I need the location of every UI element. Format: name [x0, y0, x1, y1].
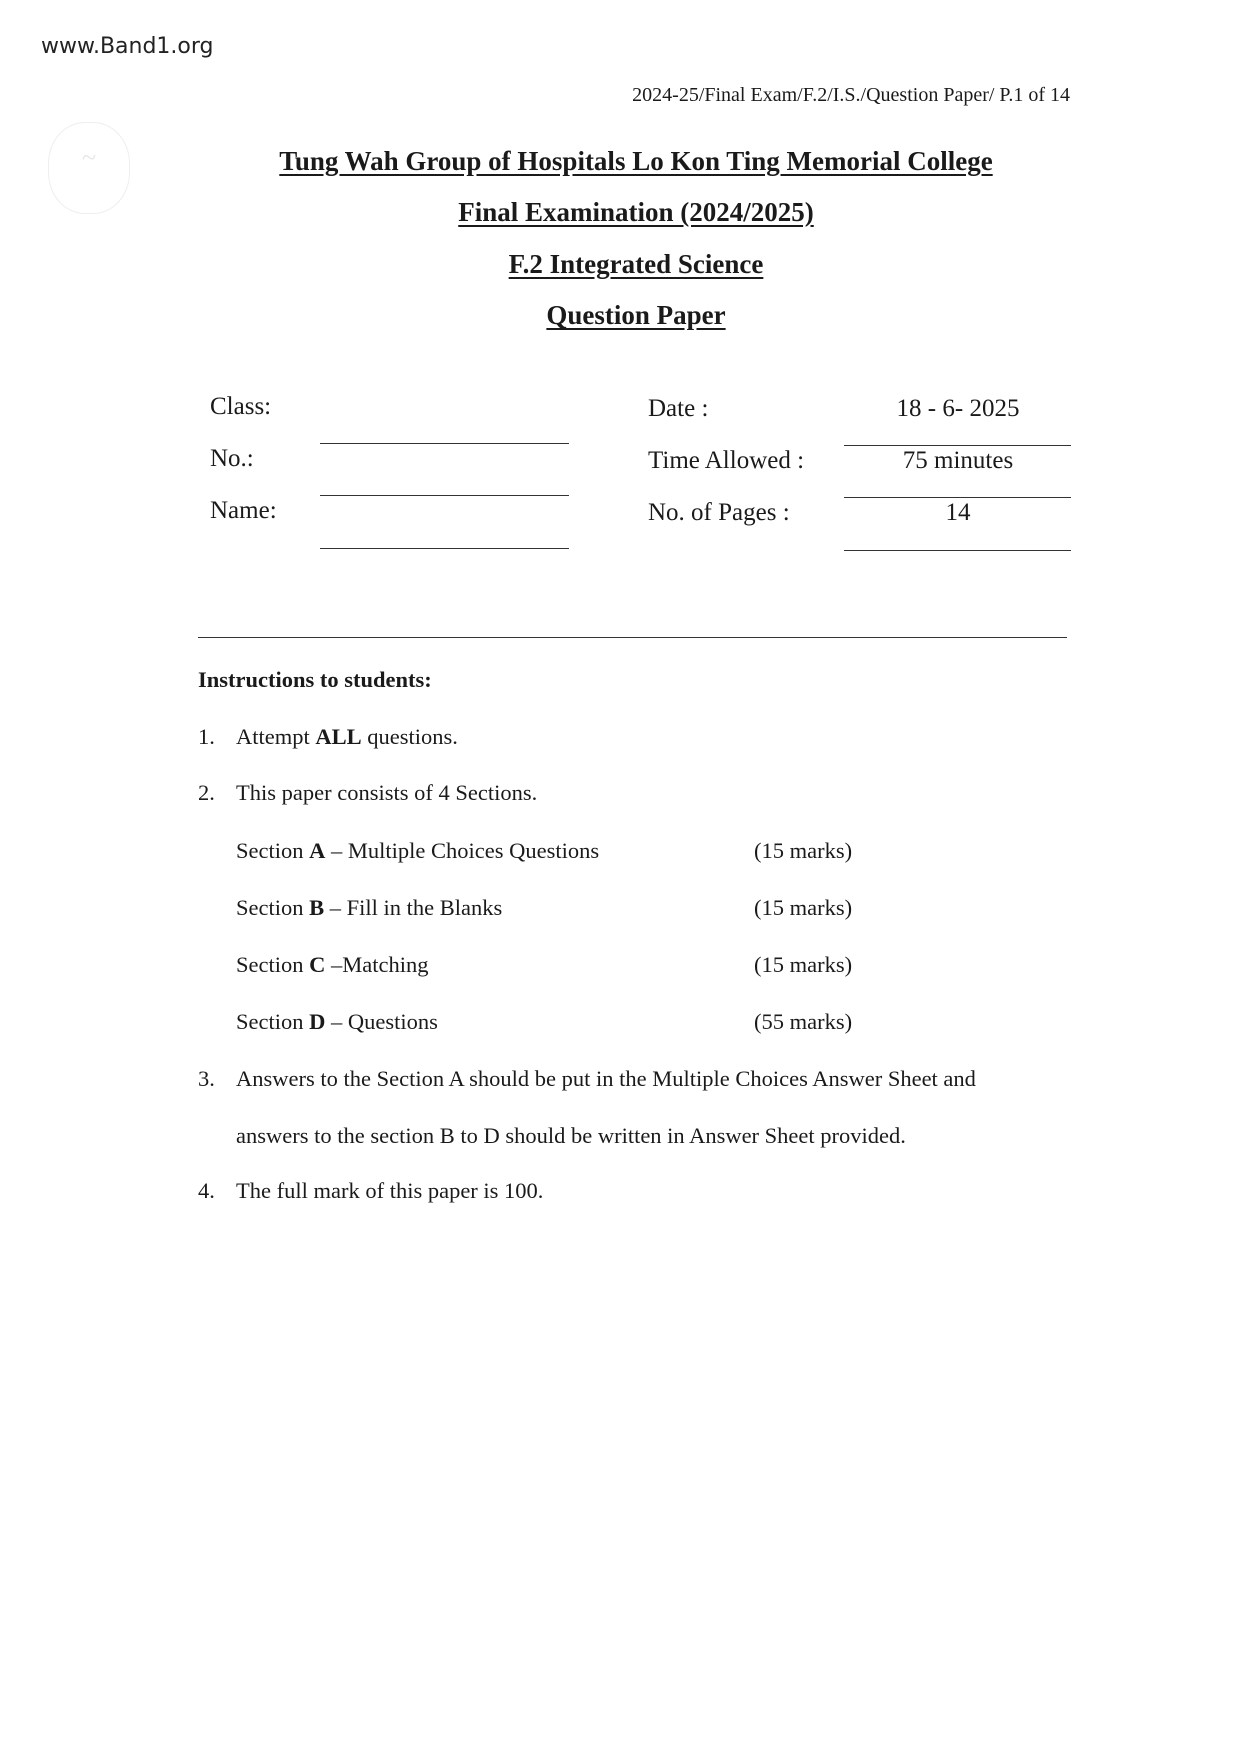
emphasis: ALL — [315, 724, 362, 749]
text: Attempt — [236, 724, 316, 749]
letter: B — [309, 895, 325, 920]
section-b — [236, 895, 502, 921]
name-label: Name: — [210, 497, 277, 524]
time-value: 75 minutes — [902, 447, 1014, 474]
instruction-2: This paper consists of 4 Sections. — [236, 780, 538, 805]
time-label: Time Allowed : — [648, 447, 805, 474]
name-blank — [320, 548, 569, 549]
item-number: 3. — [198, 1066, 215, 1091]
item-number: 1. — [198, 724, 215, 749]
text: Section — [236, 952, 310, 977]
watermark: www.Band1.org — [41, 34, 214, 59]
section-c — [236, 952, 428, 978]
handwritten-mark: ~ — [48, 122, 130, 214]
paper-title: Question Paper — [546, 300, 726, 330]
letter: C — [309, 952, 326, 977]
class-blank — [320, 443, 569, 444]
no-label: No.: — [210, 445, 254, 472]
letter: D — [309, 1009, 326, 1034]
section-b-marks: (15 marks) — [754, 895, 853, 920]
text: Section — [236, 895, 310, 920]
class-label: Class: — [210, 393, 272, 420]
instruction-3: Answers to the Section A should be put in the Multiple Choices Answer Sheet and — [236, 1066, 976, 1091]
no-blank — [320, 495, 569, 496]
exam-title: Final Examination (2024/2025) — [458, 197, 814, 227]
text: – Multiple Choices Questions — [325, 838, 600, 863]
section-c-marks: (15 marks) — [754, 952, 853, 977]
pages-label: No. of Pages : — [648, 499, 790, 526]
text: –Matching — [325, 952, 429, 977]
pages-value: 14 — [945, 499, 971, 526]
time-line — [844, 497, 1071, 498]
text: Section — [236, 1009, 310, 1034]
date-line — [844, 445, 1071, 446]
date-value: 18 - 6- 2025 — [896, 395, 1020, 422]
subject-title: F.2 Integrated Science — [508, 249, 764, 279]
instruction-1 — [236, 724, 458, 750]
text: – Fill in the Blanks — [324, 895, 503, 920]
instruction-4: The full mark of this paper is 100. — [236, 1178, 544, 1203]
letter: A — [309, 838, 326, 863]
text: – Questions — [325, 1009, 438, 1034]
date-label: Date : — [648, 395, 709, 422]
pages-line — [844, 550, 1071, 551]
instructions-heading: Instructions to students: — [198, 667, 432, 692]
section-d-marks: (55 marks) — [754, 1009, 853, 1034]
text: questions. — [361, 724, 458, 749]
section-a — [236, 838, 599, 864]
section-d — [236, 1009, 438, 1035]
divider — [198, 637, 1067, 638]
instruction-3-cont: answers to the section B to D should be written in Answer Sheet provided. — [236, 1123, 906, 1148]
text: Section — [236, 838, 310, 863]
item-number: 4. — [198, 1178, 215, 1203]
page-reference: 2024-25/Final Exam/F.2/I.S./Question Paper/ P.1 of 14 — [632, 84, 1070, 106]
section-a-marks: (15 marks) — [754, 838, 853, 863]
item-number: 2. — [198, 780, 215, 805]
school-name: Tung Wah Group of Hospitals Lo Kon Ting Memorial College — [279, 146, 993, 176]
